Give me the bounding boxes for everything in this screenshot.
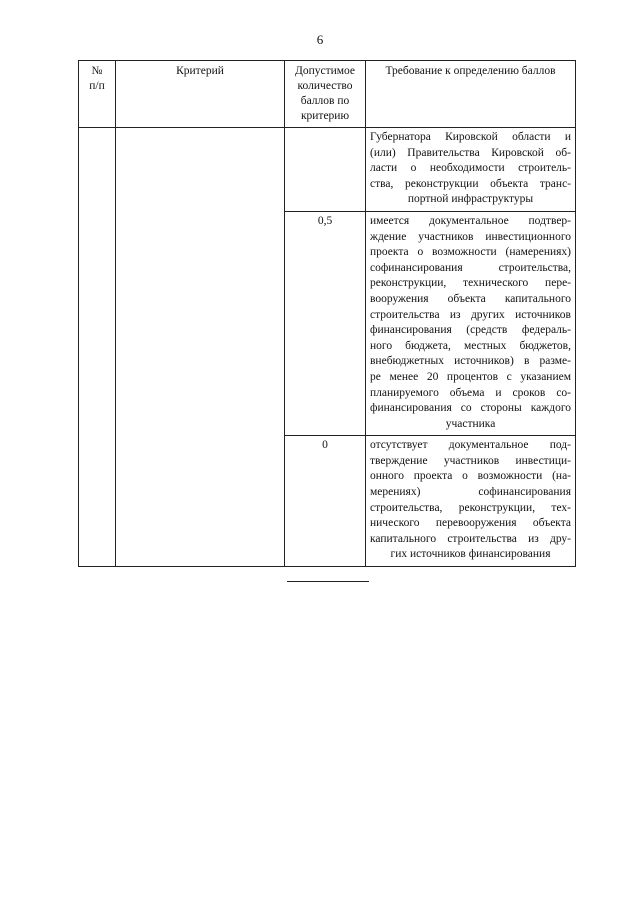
table-header-row [79,61,576,128]
score-cell: 0,5 [285,211,366,435]
requirement-line: мерениях) софинансирования [370,486,571,499]
page-number: 6 [316,32,324,47]
requirement-cell [366,436,576,567]
requirement-line: вооружения объекта капитального [370,292,571,305]
requirement-line: софинансирования строительства, [370,261,571,274]
header-number-line: № [91,65,103,77]
requirement-line: участника [445,417,496,430]
requirement-line: гих источников финансирования [390,548,551,561]
requirement-line: финансирования (средств федераль- [370,324,571,337]
requirement-line: ного бюджета, местных бюджетов, [370,339,571,352]
requirement-line: ре менее 20 процентов с указанием [370,370,571,383]
header-number [79,61,116,128]
header-criterion: Критерий [116,61,285,128]
header-points-line: Допустимое [294,65,356,77]
requirement-line: капитального строительства из дру- [370,532,571,545]
end-of-document-rule [287,581,369,582]
requirement-line: строительства, реконструкции, тех- [370,501,571,514]
score-cell: 0 [285,436,366,567]
header-points-line: критерию [300,110,350,122]
requirement-line: финансирования со стороны каждого [370,402,571,415]
requirement-line: онного проекта о возможности (на- [370,470,571,483]
row-number-cell [79,128,116,567]
requirement-line: ства, реконструкции объекта транс- [370,177,571,190]
requirement-line: ласти о необходимости строитель- [370,162,571,175]
header-points [285,61,366,128]
requirement-line: (или) Правительства Кировской об- [370,146,571,159]
requirement-line: планируемого объема и сроков со- [370,386,571,399]
row-criterion-cell [116,128,285,567]
requirement-line: ждение участников инвестиционного [370,230,571,243]
requirement-line: отсутствует документальное под- [370,439,571,452]
requirement-line: строительства из других источников [370,308,571,321]
header-points-line: количество [297,80,353,92]
requirement-line: реконструкции, технического пере- [370,277,571,290]
table-row [79,128,576,212]
requirement-line: нического перевооружения объекта [370,517,571,530]
header-number-line: п/п [89,80,105,92]
header-points-line: баллов по [300,95,350,107]
header-requirement: Требование к определению баллов [366,61,576,128]
requirement-line: Губернатора Кировской области и [370,131,571,143]
requirement-line: внебюджетных источников) в разме- [370,355,571,368]
requirement-line: тверждение участников инвестици- [370,454,571,467]
score-cell [285,128,366,212]
requirement-line: проекта о возможности (намерениях) [370,246,571,259]
requirement-cell [366,128,576,212]
requirement-line: имеется документальное подтвер- [370,214,571,227]
criteria-table [78,60,576,567]
requirement-line: портной инфраструктуры [407,193,534,206]
requirement-cell [366,211,576,435]
